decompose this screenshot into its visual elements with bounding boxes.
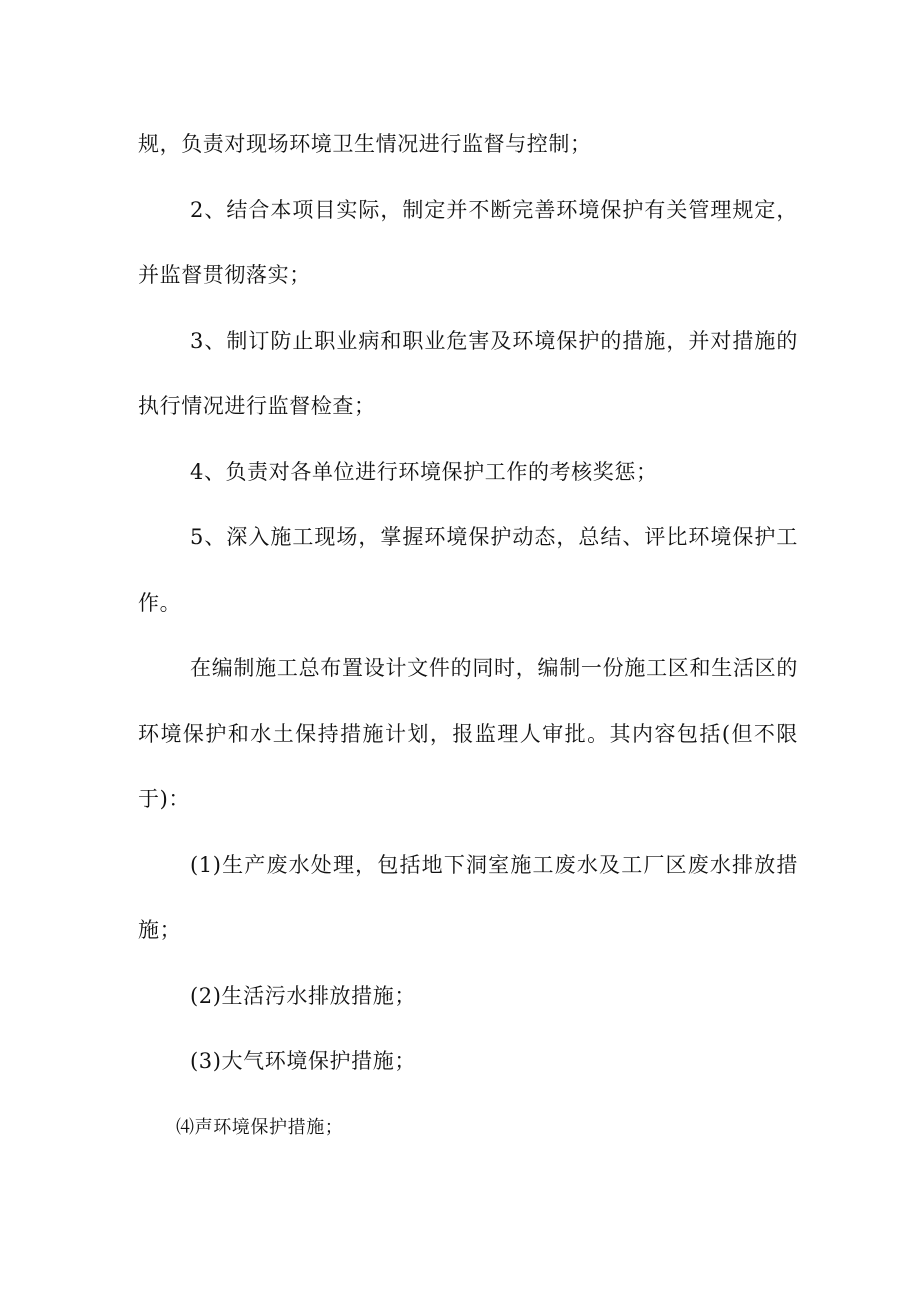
list-item-3: (3)大气环境保护措施； [190,1049,416,1073]
list-item-4: ⑷声环境保护措施； [176,1116,344,1138]
paragraph-plan-intro: 在编制施工总布置设计文件的同时，编制一份施工区和生活区的环境保护和水土保持措施计划，报监理人审批。其内容包括(但不限于)： [138,656,798,811]
paragraph-continuation: 规，负责对现场环境卫生情况进行监督与控制； [138,132,592,156]
document-body [138,112,798,1160]
paragraph-item-5: 5、深入施工现场，掌握环境保护动态，总结、评比环境保护工作。 [138,525,798,615]
paragraph-item-3: 3、制订防止职业病和职业危害及环境保护的措施，并对措施的执行情况进行监督检查； [138,328,798,418]
list-item-2: (2)生活污水排放措施； [190,983,416,1008]
list-item-1: (1)生产废水处理，包括地下洞室施工废水及工厂区废水排放措施； [138,852,798,942]
paragraph-item-2: 2、结合本项目实际，制定并不断完善环境保护有关管理规定，并监督贯彻落实； [138,197,798,287]
paragraph-item-4: 4、负责对各单位进行环境保护工作的考核奖惩； [190,459,658,484]
